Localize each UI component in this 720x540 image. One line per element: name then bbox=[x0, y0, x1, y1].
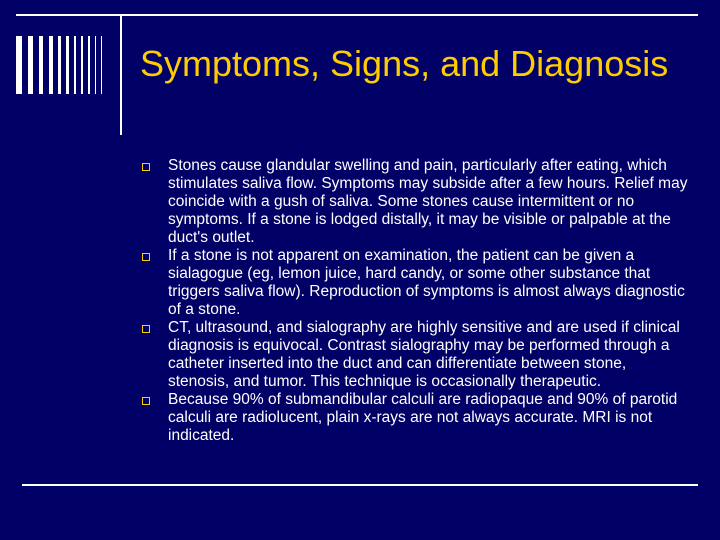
bullet-item bbox=[140, 319, 688, 391]
title-top-rule bbox=[16, 14, 698, 16]
decorative-stripe bbox=[101, 36, 102, 94]
hollow-square-bullet-icon bbox=[142, 325, 150, 333]
decorative-stripes bbox=[16, 36, 108, 94]
decorative-stripe bbox=[95, 36, 96, 94]
hollow-square-bullet-icon bbox=[142, 397, 150, 405]
decorative-stripe bbox=[49, 36, 53, 94]
hollow-square-bullet-icon bbox=[142, 253, 150, 261]
title-vertical-rule bbox=[120, 14, 122, 135]
decorative-stripe bbox=[88, 36, 90, 94]
bullet-list bbox=[140, 157, 688, 445]
decorative-stripe bbox=[74, 36, 76, 94]
bullet-text: CT, ultrasound, and sialography are highly sensitive and are used if clinical diagnosis is equivocal. Contrast sialography may be performed through a catheter inserted into the duct and can differentiate between stone, stenosis, and tumor. This technique is occasionally therapeutic. bbox=[168, 319, 680, 390]
bullet-item bbox=[140, 157, 688, 247]
bullet-item bbox=[140, 391, 688, 445]
decorative-stripe bbox=[16, 36, 22, 94]
slide-title: Symptoms, Signs, and Diagnosis bbox=[140, 43, 669, 84]
decorative-stripe bbox=[28, 36, 33, 94]
decorative-stripe bbox=[66, 36, 69, 94]
bullet-text: Stones cause glandular swelling and pain, particularly after eating, which stimulates saliva flow. Symptoms may subside after a few hours. Relief may coincide with a gush of saliva. Some stones cause intermittent or no symptoms. If a stone is lodged distally, it may be visible or palpable at the duct's outlet. bbox=[168, 157, 688, 246]
decorative-stripe bbox=[58, 36, 61, 94]
decorative-stripe bbox=[39, 36, 43, 94]
hollow-square-bullet-icon bbox=[142, 163, 150, 171]
bullet-item bbox=[140, 247, 688, 319]
decorative-stripe bbox=[81, 36, 83, 94]
bullet-text: If a stone is not apparent on examination, the patient can be given a sialagogue (eg, lemon juice, hard candy, or some other substance that triggers saliva flow). Reproduction of symptoms is almost always diagnostic of a stone. bbox=[168, 247, 685, 318]
bottom-rule bbox=[22, 484, 698, 486]
bullet-text: Because 90% of submandibular calculi are radiopaque and 90% of parotid calculi are radiolucent, plain x-rays are not always accurate. MRI is not indicated. bbox=[168, 391, 678, 444]
